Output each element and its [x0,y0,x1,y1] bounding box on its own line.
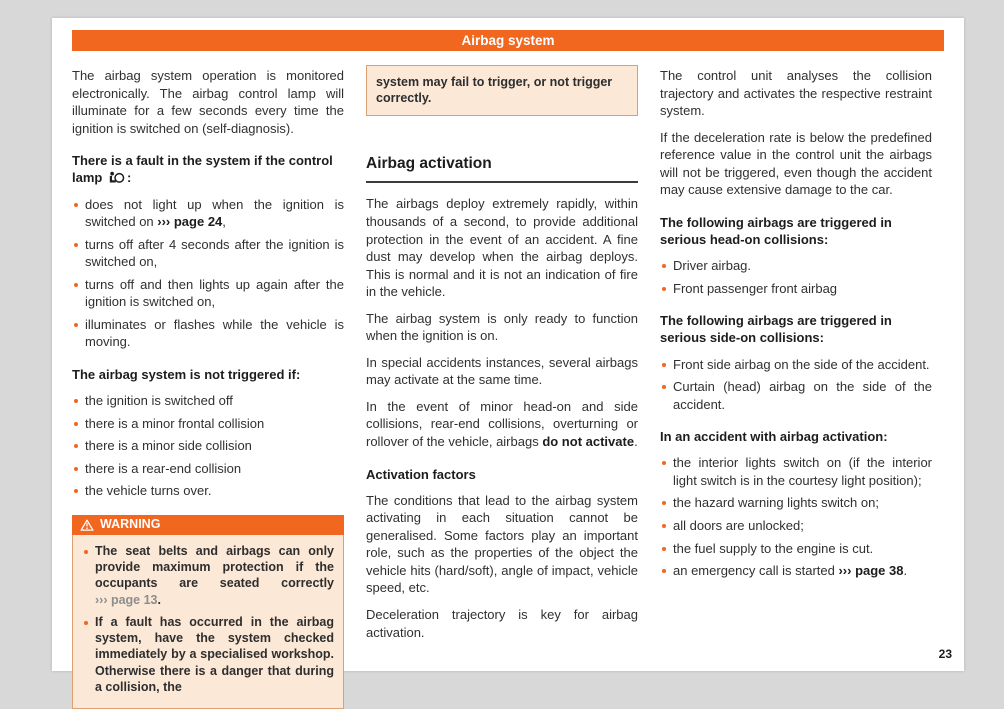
list-item: the hazard warning lights switch on; [660,494,932,512]
column-middle [366,67,638,709]
headon-collisions-heading: The following airbags are triggered in serious head-on collisions: [660,214,892,247]
list-item: Curtain (head) airbag on the side of the accident. [660,378,932,413]
list-item: Front passenger front airbag [660,280,932,298]
fault-heading-text: There is a fault in the system if the control lamp [72,153,333,186]
list-item [660,562,932,580]
paragraph: The airbag system is only ready to function when the ignition is on. [366,310,638,344]
warning-box [72,515,344,709]
list-item: the fuel supply to the engine is cut. [660,540,932,558]
activation-effects-list [660,454,932,579]
intro-paragraph: The airbag system operation is monitored electronically. The airbag control lamp will illuminate for a few seconds every time the ignition is switched on (self-diagnosis). [72,68,344,136]
paragraph: The control unit analyses the collision trajectory and activates the respective restraint system. [660,68,932,119]
list-item: there is a minor side collision [72,437,344,455]
chapter-title: Airbag system [461,33,555,48]
list-item: turns off after 4 seconds after the ignition is switched on, [72,236,344,271]
fault-conditions-list [72,196,344,351]
list-item [82,543,334,608]
paragraph: The airbags deploy extremely rapidly, within thousands of a second, to provide additional protection in the event of an accident. A fine dust may develop when the airbag deploys. This is normal and it is not an indication of fire in the vehicle. [366,196,638,300]
page-reference-link[interactable]: ››› page 13 [95,592,158,607]
paragraph: Deceleration trajectory is key for airbag activation. [366,606,638,640]
headon-airbags-list [660,257,932,297]
sideon-airbags-list [660,356,932,414]
warning-continuation-text: system may fail to trigger, or not trigger correctly. [376,75,613,106]
list-item: turns off and then lights up again after the ignition is switched on, [72,276,344,311]
fault-heading-colon: : [126,170,132,186]
list-item: there is a rear-end collision [72,460,344,478]
column-right [660,67,932,709]
activation-factors-heading: Activation factors [366,466,476,482]
not-triggered-list [72,392,344,500]
airbag-warning-lamp-icon [108,171,125,184]
warning-title-text: WARNING [100,517,161,532]
not-triggered-heading: The airbag system is not triggered if: [72,366,301,382]
list-item: If a fault has occurred in the airbag system, have the system checked immediately by a specialised workshop. Otherwise there is a danger that during a collision, the [82,614,334,695]
page-reference-link[interactable]: ››› page 38 [838,563,904,579]
list-item: illuminates or flashes while the vehicle is moving. [72,316,344,351]
list-item: the interior lights switch on (if the interior light switch is in the courtesy light position); [660,454,932,489]
bullet-text: The seat belts and airbags can only provide maximum protection if the occupants are seated correctly [95,543,334,591]
list-item: Driver airbag. [660,257,932,275]
sideon-collisions-heading: The following airbags are triggered in serious side-on collisions: [660,313,892,346]
chapter-header-bar [72,30,944,51]
bullet-text: does not light up when the ignition is switched on [85,196,344,230]
list-item: all doors are unlocked; [660,517,932,535]
manual-page [52,18,964,694]
bullet-text: an emergency call is started [673,563,839,579]
list-item: Front side airbag on the side of the accident. [660,356,932,374]
fault-heading [72,152,344,186]
section-heading: Airbag activation [366,154,638,184]
paragraph-text: In the event of minor head-on and side collisions, rear-end collisions, overturning or rollover of the vehicle, airbags [366,398,638,449]
page-reference-link[interactable]: ››› page 24 [157,214,223,230]
warning-continuation-box [366,65,638,116]
paragraph [366,398,638,451]
page-columns [52,51,964,709]
list-item [72,196,344,231]
bullet-text-post: , [222,214,226,230]
list-item: the ignition is switched off [72,392,344,410]
list-item: there is a minor frontal collision [72,415,344,433]
paragraph-text-post: . [634,433,638,449]
paragraph: The conditions that lead to the airbag system activating in each situation cannot be generalised. Some factors play an important role, such as the properties of the object the vehicle hits (hard/soft), angle of impact, vehicle speed, etc. [366,492,638,596]
warning-triangle-icon [80,519,94,531]
warning-header [72,515,344,535]
emphasis-text: do not activate [542,433,635,449]
warning-list [82,543,334,695]
bullet-text-post: . [903,563,908,579]
airbag-activation-effects-heading: In an accident with airbag activation: [660,429,888,445]
paragraph: If the deceleration rate is below the predefined reference value in the control unit the airbags will not be triggered, even though the accident may cause extensive damage to the car. [660,129,932,198]
column-left [72,67,344,709]
warning-body [72,535,344,709]
bullet-text-post: . [157,592,161,607]
paragraph: In special accidents instances, several airbags may activate at the same time. [366,354,638,388]
page-number: 23 [938,647,952,661]
list-item: the vehicle turns over. [72,482,344,500]
